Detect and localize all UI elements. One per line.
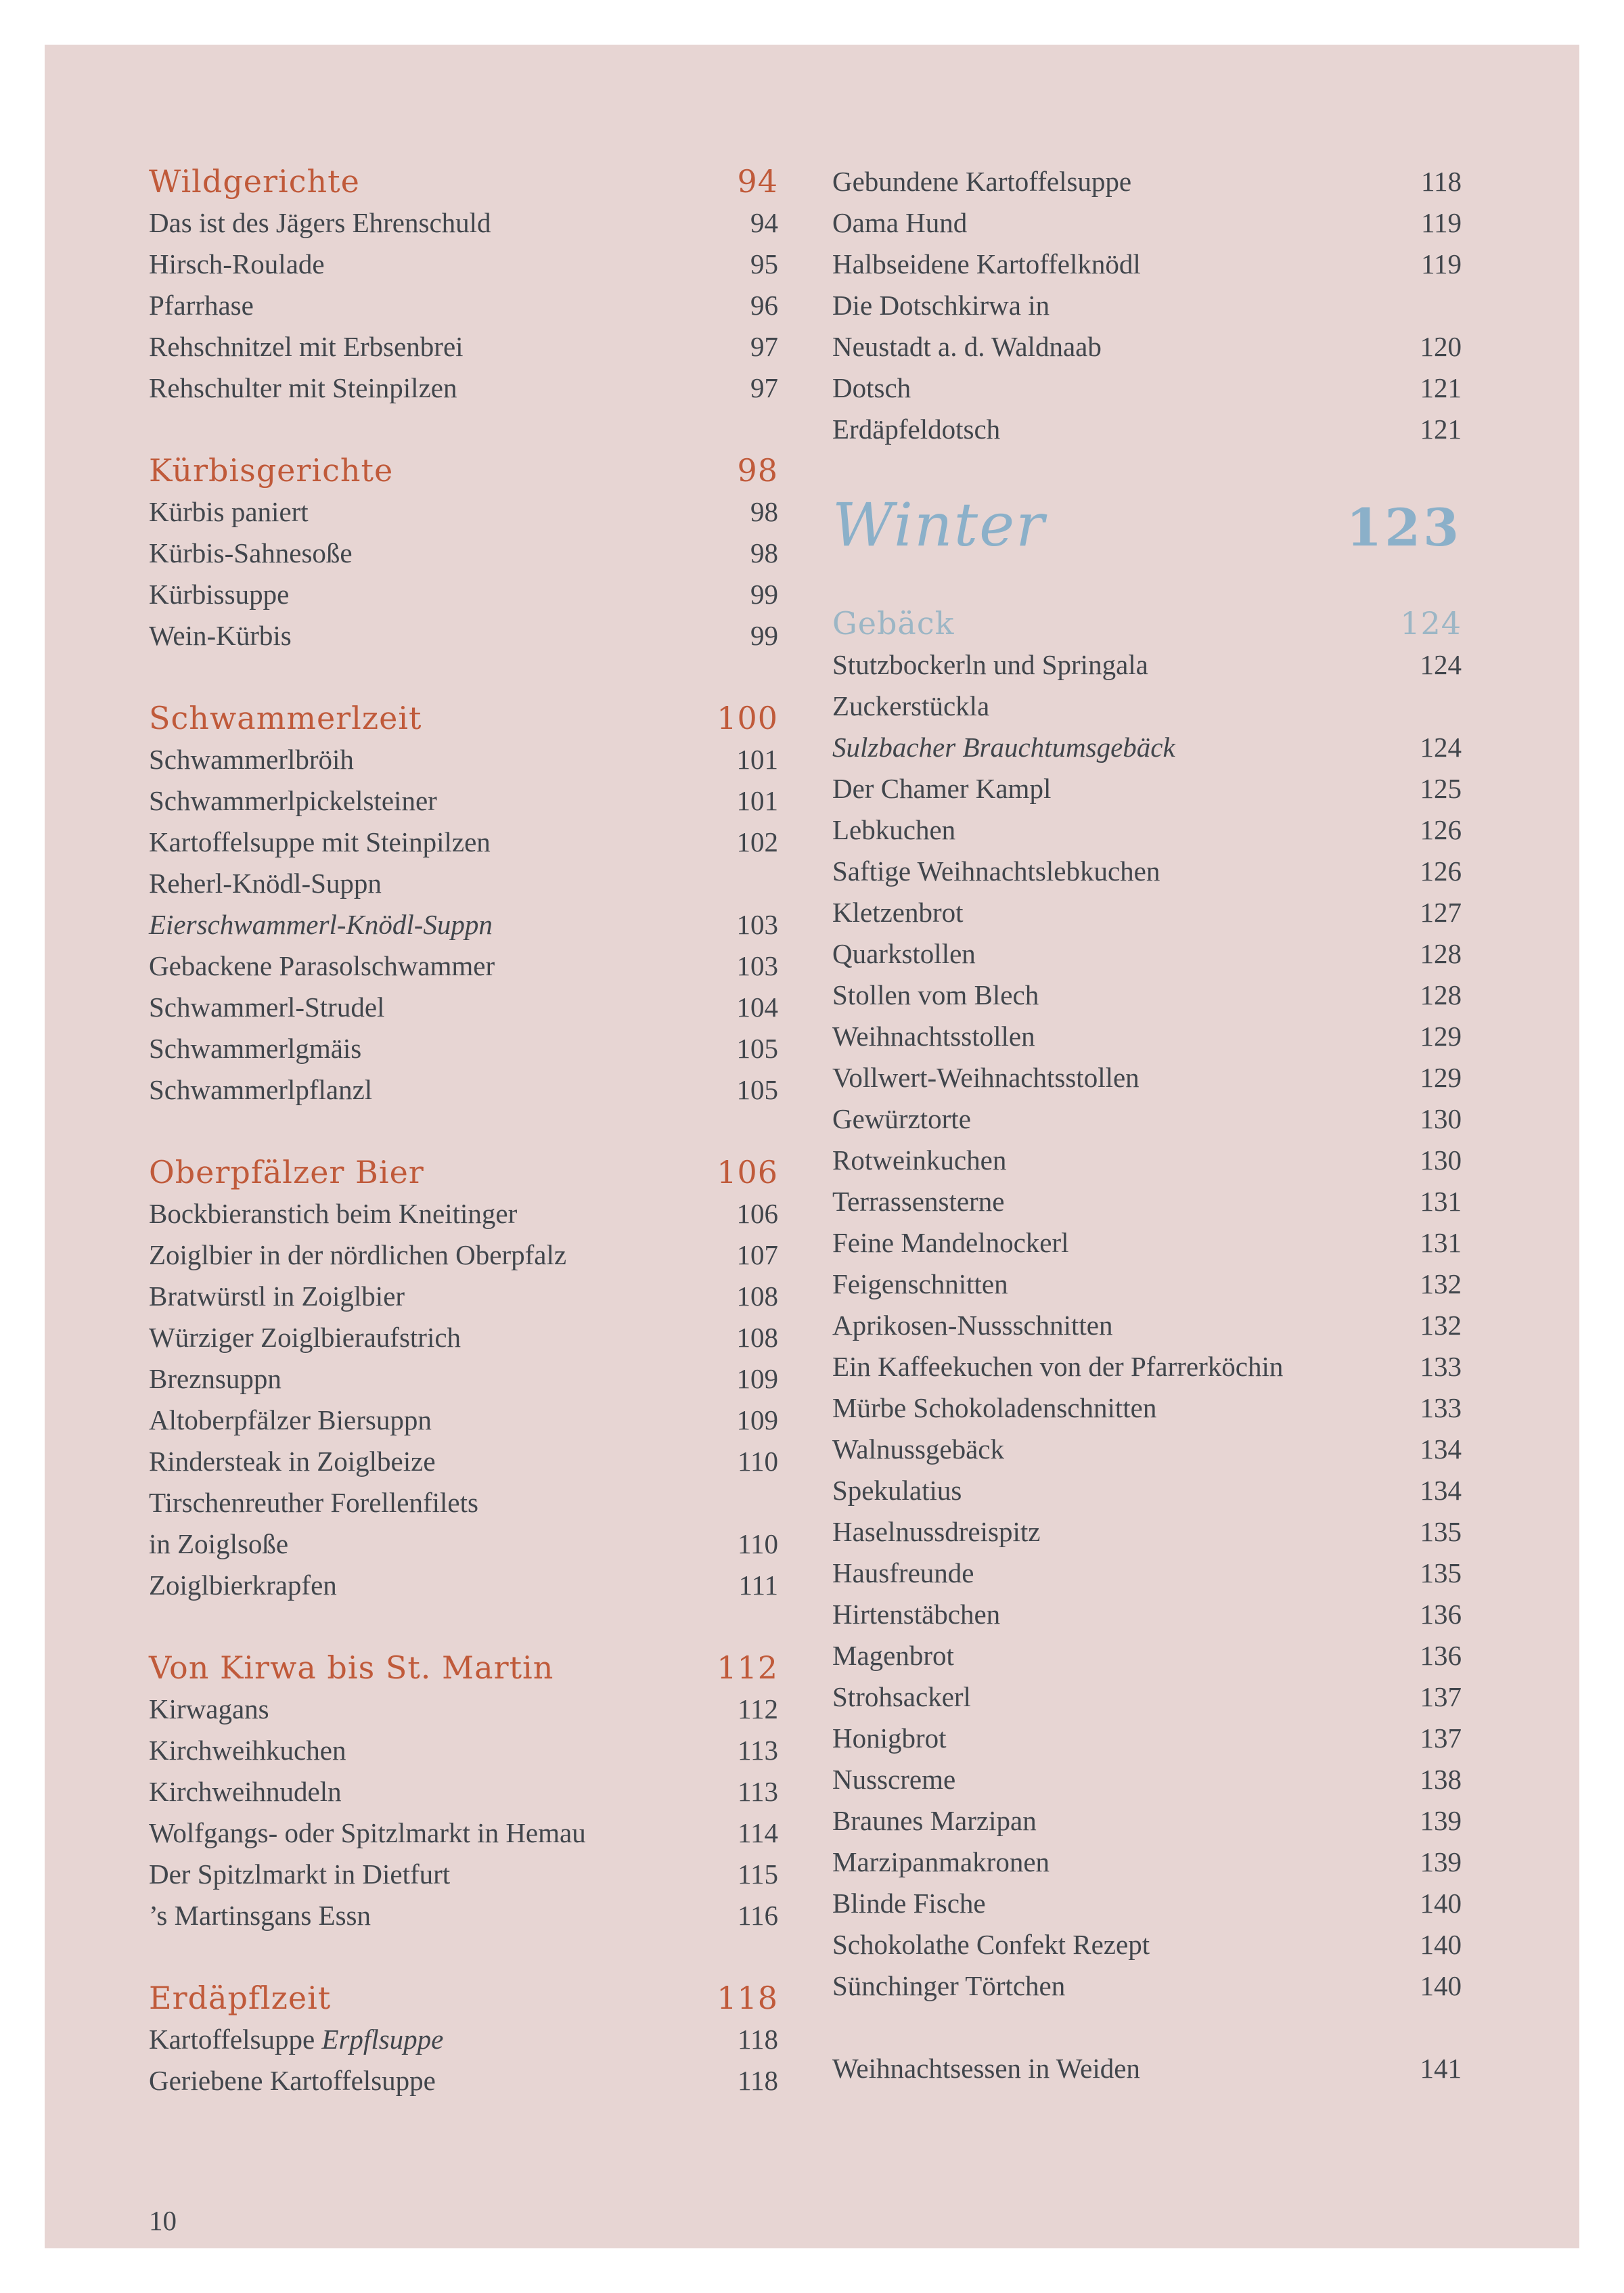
toc-entry-title: Nusscreme	[832, 1764, 956, 1795]
toc-entry	[832, 1676, 1462, 1718]
toc-entry	[149, 491, 778, 533]
toc-entry-page: 132	[1420, 1268, 1462, 1299]
toc-entry-title: Schwammerlpickelsteiner	[149, 785, 437, 816]
toc-entry	[832, 851, 1462, 892]
toc-entry	[832, 244, 1462, 285]
toc-heading-page: 98	[737, 452, 778, 489]
toc-entry-title: Kürbis paniert	[149, 496, 309, 527]
toc-entry-page: 130	[1420, 1103, 1462, 1134]
toc-entry-title: Oama Hund	[832, 207, 968, 238]
toc-entry-page: 103	[736, 950, 778, 981]
toc-entry-title: Kirwagans	[149, 1693, 269, 1724]
toc-entry-title: Zuckerstückla	[832, 690, 990, 721]
toc-entry-page: 97	[750, 372, 778, 403]
toc-entry	[832, 1842, 1462, 1883]
toc-entry-title: Schwammerlgmäis	[149, 1033, 362, 1064]
toc-entry-title: Zoiglbierkrapfen	[149, 1570, 337, 1601]
toc-entry-title: Schwammerlbröih	[149, 744, 354, 775]
toc-entry-page: 109	[736, 1363, 778, 1394]
toc-heading-page: 106	[717, 1154, 778, 1190]
toc-entry	[149, 739, 778, 780]
toc-entry-page: 137	[1420, 1681, 1462, 1712]
toc-entry-title: Honigbrot	[832, 1722, 947, 1754]
toc-entry-title: Rehschulter mit Steinpilzen	[149, 372, 457, 403]
toc-entry	[832, 1098, 1462, 1140]
toc-entry	[832, 1718, 1462, 1759]
toc-entry-title: Hausfreunde	[832, 1557, 974, 1588]
toc-section-heading	[149, 1647, 778, 1689]
toc-entry-page: 131	[1420, 1186, 1462, 1217]
toc-part-heading	[832, 491, 1462, 562]
toc-entry-title: Bockbieranstich beim Kneitinger	[149, 1198, 518, 1229]
toc-entry	[832, 1305, 1462, 1346]
toc-entry-title: Kartoffelsuppe Erpflsuppe	[149, 2024, 444, 2055]
toc-entry-title: Neustadt a. d. Waldnaab	[832, 331, 1102, 362]
toc-entry-title: Die Dotschkirwa in	[832, 290, 1050, 321]
toc-entry	[149, 780, 778, 822]
toc-entry-page: 136	[1420, 1599, 1462, 1630]
toc-entry	[149, 1895, 778, 1936]
toc-entry-page: 96	[750, 290, 778, 321]
toc-entry-title: Der Chamer Kampl	[832, 773, 1052, 804]
toc-entry-title: Sünchinger Törtchen	[832, 1970, 1066, 2001]
toc-heading-title: Schwammerlzeit	[149, 700, 422, 736]
toc-entry	[149, 1730, 778, 1771]
toc-entry-page: 109	[736, 1404, 778, 1435]
toc-entry-title: Gebundene Kartoffelsuppe	[832, 166, 1132, 197]
toc-entry-page: 121	[1420, 414, 1462, 445]
toc-entry-title: Magenbrot	[832, 1640, 954, 1671]
toc-entry-title: Stollen vom Blech	[832, 979, 1039, 1010]
toc-entry-page: 113	[738, 1735, 778, 1766]
toc-entry-page: 115	[738, 1858, 778, 1890]
toc-entry-title: Hirsch-Roulade	[149, 248, 325, 280]
toc-entry	[149, 987, 778, 1028]
toc-entry-page: 141	[1420, 2053, 1462, 2084]
toc-entry-title: Kirchweihkuchen	[149, 1735, 346, 1766]
toc-entry-title-italic: Eierschwammerl-Knödl-Suppn	[149, 909, 493, 940]
toc-heading-title: Wildgerichte	[149, 163, 360, 200]
toc-entry	[832, 1264, 1462, 1305]
toc-entry	[149, 1689, 778, 1730]
toc-block	[149, 161, 778, 409]
toc-entry	[832, 326, 1462, 368]
toc-block	[149, 450, 778, 656]
toc-entry	[832, 1222, 1462, 1264]
toc-entry-page: 132	[1420, 1310, 1462, 1341]
toc-entry-title: Der Spitzlmarkt in Dietfurt	[149, 1858, 451, 1890]
toc-entry-page: 128	[1420, 979, 1462, 1010]
toc-entry-page: 119	[1421, 207, 1462, 238]
toc-block	[149, 698, 778, 1111]
toc-entry-page: 103	[736, 909, 778, 940]
toc-entry	[832, 686, 1462, 727]
toc-entry-title: Halbseidene Kartoffelknödl	[832, 248, 1141, 280]
toc-entry-title: Haselnussdreispitz	[832, 1516, 1041, 1547]
toc-entry-title: Würziger Zoiglbieraufstrich	[149, 1322, 461, 1353]
toc-entry-page: 121	[1420, 372, 1462, 403]
toc-entry-title: Gebackene Parasolschwammer	[149, 950, 495, 981]
toc-entry-title-italic: Sulzbacher Brauchtumsgebäck	[832, 732, 1175, 763]
toc-heading-title: Von Kirwa bis St. Martin	[149, 1649, 554, 1686]
toc-entry-page: 138	[1420, 1764, 1462, 1795]
toc-entry-title: Breznsuppn	[149, 1363, 281, 1394]
toc-entry-page: 108	[736, 1281, 778, 1312]
toc-entry-page: 118	[738, 2065, 778, 2096]
toc-entry	[149, 1523, 778, 1565]
toc-entry	[149, 1854, 778, 1895]
toc-block	[832, 161, 1462, 450]
toc-entry	[149, 904, 778, 945]
toc-entry-page: 114	[738, 1817, 778, 1848]
toc-entry	[832, 1511, 1462, 1553]
toc-entry-page: 130	[1420, 1144, 1462, 1176]
toc-entry-page: 113	[738, 1776, 778, 1807]
toc-entry	[832, 1553, 1462, 1594]
toc-entry-page: 97	[750, 331, 778, 362]
toc-entry	[149, 863, 778, 904]
toc-entry-page: 126	[1420, 855, 1462, 887]
toc-entry-page: 101	[736, 785, 778, 816]
toc-entry	[149, 533, 778, 574]
toc-entry-page: 94	[750, 207, 778, 238]
toc-entry	[149, 822, 778, 863]
toc-entry	[832, 1016, 1462, 1057]
toc-entry-title: Schwammerlpflanzl	[149, 1074, 373, 1105]
toc-entry-title: Rindersteak in Zoiglbeize	[149, 1446, 436, 1477]
toc-entry-page: 133	[1420, 1392, 1462, 1423]
toc-entry-page: 140	[1420, 1888, 1462, 1919]
toc-entry-page: 107	[736, 1239, 778, 1270]
toc-entry-page: 125	[1420, 773, 1462, 804]
toc-entry	[832, 409, 1462, 450]
toc-entry	[149, 1565, 778, 1606]
toc-entry-page: 116	[738, 1900, 778, 1931]
toc-entry-title: Wein-Kürbis	[149, 620, 292, 651]
toc-heading-page: 94	[737, 163, 778, 200]
toc-entry	[832, 1883, 1462, 1924]
toc-entry-title: Bratwürstl in Zoiglbier	[149, 1281, 405, 1312]
toc-entry-title: Weihnachtsessen in Weiden	[832, 2053, 1140, 2084]
toc-entry-page: 139	[1420, 1805, 1462, 1836]
toc-entry-title: Blinde Fische	[832, 1888, 986, 1919]
toc-entry-page: 124	[1420, 649, 1462, 680]
toc-section-heading	[149, 161, 778, 202]
toc-entry-page: 98	[750, 537, 778, 569]
toc-entry-page: 137	[1420, 1722, 1462, 1754]
toc-entry-page: 118	[1421, 166, 1462, 197]
toc-entry-page: 134	[1420, 1475, 1462, 1506]
toc-entry-page: 95	[750, 248, 778, 280]
toc-entry-page: 112	[738, 1693, 778, 1724]
toc-entry	[832, 933, 1462, 975]
toc-entry-page: 119	[1421, 248, 1462, 280]
toc-entry-title: Erdäpfeldotsch	[832, 414, 1001, 445]
toc-entry	[832, 727, 1462, 768]
toc-entry-title-italic: Erpflsuppe	[321, 2024, 444, 2055]
toc-heading-page: 112	[717, 1649, 778, 1686]
page-number: 10	[149, 2205, 177, 2236]
toc-entry	[149, 1069, 778, 1111]
toc-entry-page: 131	[1420, 1227, 1462, 1258]
toc-entry-page: 102	[736, 826, 778, 858]
toc-entry-page: 126	[1420, 814, 1462, 845]
toc-entry	[149, 2060, 778, 2101]
toc-entry-page: 111	[738, 1570, 778, 1601]
toc-entry	[832, 768, 1462, 809]
toc-entry-page: 135	[1420, 1557, 1462, 1588]
toc-entry	[149, 326, 778, 368]
toc-entry-title: Das ist des Jägers Ehrenschuld	[149, 207, 491, 238]
toc-entry-page: 99	[750, 579, 778, 610]
toc-entry-title: Weihnachtsstollen	[832, 1021, 1035, 1052]
toc-entry	[149, 202, 778, 244]
toc-entry	[832, 1429, 1462, 1470]
toc-entry-title: Gewürztorte	[832, 1103, 971, 1134]
toc-entry-title: Stutzbockerln und Springala	[832, 649, 1148, 680]
toc-entry	[149, 1193, 778, 1234]
toc-block	[832, 491, 1462, 562]
toc-entry-title: Dotsch	[832, 372, 911, 403]
toc-heading-page: 100	[717, 700, 778, 736]
toc-entry-title: Strohsackerl	[832, 1681, 971, 1712]
toc-entry-title: Braunes Marzipan	[832, 1805, 1037, 1836]
toc-heading-page: 118	[717, 1980, 778, 2016]
toc-entry-title: Reherl-Knödl-Suppn	[149, 868, 382, 899]
toc-heading-title: Erdäpflzeit	[149, 1980, 332, 2016]
toc-entry-title: Marzipanmakronen	[832, 1846, 1050, 1877]
toc-entry-title: Altoberpfälzer Biersuppn	[149, 1404, 432, 1435]
toc-entry	[832, 1387, 1462, 1429]
toc-entry	[832, 644, 1462, 686]
toc-section-heading	[149, 698, 778, 739]
toc-entry	[832, 1759, 1462, 1800]
toc-entry-page: 105	[736, 1074, 778, 1105]
toc-entry-title: Tirschenreuther Forellenfilets	[149, 1487, 478, 1518]
toc-entry-page: 99	[750, 620, 778, 651]
toc-entry-page: 120	[1420, 331, 1462, 362]
toc-entry-title: Schokolathe Confekt Rezept	[832, 1929, 1150, 1960]
toc-entry	[832, 202, 1462, 244]
toc-entry-page: 136	[1420, 1640, 1462, 1671]
toc-entry	[832, 1470, 1462, 1511]
toc-section-heading	[149, 1152, 778, 1193]
toc-entry-title: Kürbis-Sahnesoße	[149, 537, 353, 569]
toc-entry-title: Geriebene Kartoffelsuppe	[149, 2065, 436, 2096]
toc-entry-title: Rotweinkuchen	[832, 1144, 1007, 1176]
toc-heading-page: 124	[1400, 605, 1462, 642]
toc-column-left	[149, 161, 778, 2101]
toc-entry-page: 118	[738, 2024, 778, 2055]
toc-section-heading	[149, 1978, 778, 2019]
toc-entry-page: 106	[736, 1198, 778, 1229]
toc-entry-page: 127	[1420, 897, 1462, 928]
toc-column-right	[832, 161, 1462, 2101]
toc-entry	[149, 1317, 778, 1358]
toc-entry-page: 129	[1420, 1062, 1462, 1093]
toc-block	[149, 1647, 778, 1936]
toc-entry	[149, 1482, 778, 1523]
toc-entry-title: Kirchweihnudeln	[149, 1776, 342, 1807]
toc-entry-page: 140	[1420, 1970, 1462, 2001]
toc-entry	[832, 285, 1462, 326]
toc-block	[149, 1152, 778, 1606]
toc-section-heading	[149, 450, 778, 491]
toc-heading-title: Winter	[832, 490, 1046, 560]
toc-entry-title: Walnussgebäck	[832, 1433, 1005, 1465]
toc-entry	[832, 892, 1462, 933]
toc-entry	[149, 244, 778, 285]
toc-heading-title: Kürbisgerichte	[149, 452, 394, 489]
toc-entry-page: 129	[1420, 1021, 1462, 1052]
toc-entry	[149, 1358, 778, 1400]
toc-entry	[149, 285, 778, 326]
toc-entry-title: Saftige Weihnachtslebkuchen	[832, 855, 1160, 887]
toc-entry-title	[149, 904, 493, 945]
toc-entry	[832, 809, 1462, 851]
toc-entry-title: Hirtenstäbchen	[832, 1599, 1001, 1630]
toc-heading-page: 123	[1346, 497, 1462, 558]
toc-entry-title	[832, 727, 1175, 768]
toc-entry-page: 104	[736, 992, 778, 1023]
toc-entry	[149, 1234, 778, 1276]
toc-entry-page: 133	[1420, 1351, 1462, 1382]
toc-entry-page: 135	[1420, 1516, 1462, 1547]
toc-entry-page: 101	[736, 744, 778, 775]
toc-entry-title: Vollwert-Weihnachtsstollen	[832, 1062, 1140, 1093]
toc-entry-title: Kürbissuppe	[149, 579, 290, 610]
toc-entry-title: in Zoiglsoße	[149, 1528, 289, 1559]
toc-entry	[149, 574, 778, 615]
toc-entry	[832, 1800, 1462, 1842]
table-of-contents	[149, 161, 1462, 2101]
toc-heading-title: Gebäck	[832, 605, 955, 642]
toc-entry	[149, 368, 778, 409]
toc-entry	[149, 615, 778, 656]
toc-entry-page: 105	[736, 1033, 778, 1064]
toc-entry	[149, 1028, 778, 1069]
toc-heading-title: Oberpfälzer Bier	[149, 1154, 424, 1190]
toc-entry-title: Terrassensterne	[832, 1186, 1005, 1217]
toc-entry-title: Mürbe Schokoladenschnitten	[832, 1392, 1157, 1423]
toc-entry	[832, 368, 1462, 409]
toc-entry	[149, 945, 778, 987]
toc-entry	[149, 1771, 778, 1812]
toc-entry	[832, 1924, 1462, 1965]
toc-entry-title: Feigenschnitten	[832, 1268, 1008, 1299]
toc-entry-page: 108	[736, 1322, 778, 1353]
toc-entry	[149, 2019, 778, 2060]
toc-entry-page: 124	[1420, 732, 1462, 763]
toc-section-heading	[832, 603, 1462, 644]
toc-entry-title: Schwammerl-Strudel	[149, 992, 385, 1023]
toc-entry-page: 110	[738, 1528, 778, 1559]
toc-entry	[832, 1965, 1462, 2007]
toc-entry-page: 128	[1420, 938, 1462, 969]
toc-entry-page: 140	[1420, 1929, 1462, 1960]
toc-entry	[832, 975, 1462, 1016]
toc-entry-title: Wolfgangs- oder Spitzlmarkt in Hemau	[149, 1817, 586, 1848]
toc-entry-title: Kletzenbrot	[832, 897, 964, 928]
toc-entry	[832, 1346, 1462, 1387]
toc-entry	[832, 1594, 1462, 1635]
toc-entry-page: 110	[738, 1446, 778, 1477]
toc-entry	[832, 2048, 1462, 2089]
toc-entry	[149, 1812, 778, 1854]
toc-entry-page: 98	[750, 496, 778, 527]
toc-entry-title: Lebkuchen	[832, 814, 956, 845]
book-page	[45, 45, 1579, 2248]
toc-entry-title: Kartoffelsuppe mit Steinpilzen	[149, 826, 491, 858]
toc-entry-title: Aprikosen-Nussschnitten	[832, 1310, 1113, 1341]
toc-entry-title: Pfarrhase	[149, 290, 254, 321]
toc-entry-title: Rehschnitzel mit Erbsenbrei	[149, 331, 464, 362]
toc-entry	[832, 1140, 1462, 1181]
toc-entry-title: Zoiglbier in der nördlichen Oberpfalz	[149, 1239, 567, 1270]
toc-block	[149, 1978, 778, 2101]
toc-entry	[832, 1181, 1462, 1222]
toc-entry-title: ’s Martinsgans Essn	[149, 1900, 371, 1931]
toc-block	[832, 2048, 1462, 2089]
toc-entry-title: Ein Kaffeekuchen von der Pfarrerköchin	[832, 1351, 1284, 1382]
toc-entry-page: 139	[1420, 1846, 1462, 1877]
toc-entry-page: 134	[1420, 1433, 1462, 1465]
toc-entry	[149, 1441, 778, 1482]
toc-entry-title: Feine Mandelnockerl	[832, 1227, 1069, 1258]
toc-block	[832, 603, 1462, 2007]
toc-entry	[832, 1057, 1462, 1098]
toc-entry	[832, 1635, 1462, 1676]
toc-entry	[149, 1400, 778, 1441]
toc-entry	[832, 161, 1462, 202]
toc-entry-title: Spekulatius	[832, 1475, 962, 1506]
toc-entry	[149, 1276, 778, 1317]
toc-entry-title: Quarkstollen	[832, 938, 976, 969]
